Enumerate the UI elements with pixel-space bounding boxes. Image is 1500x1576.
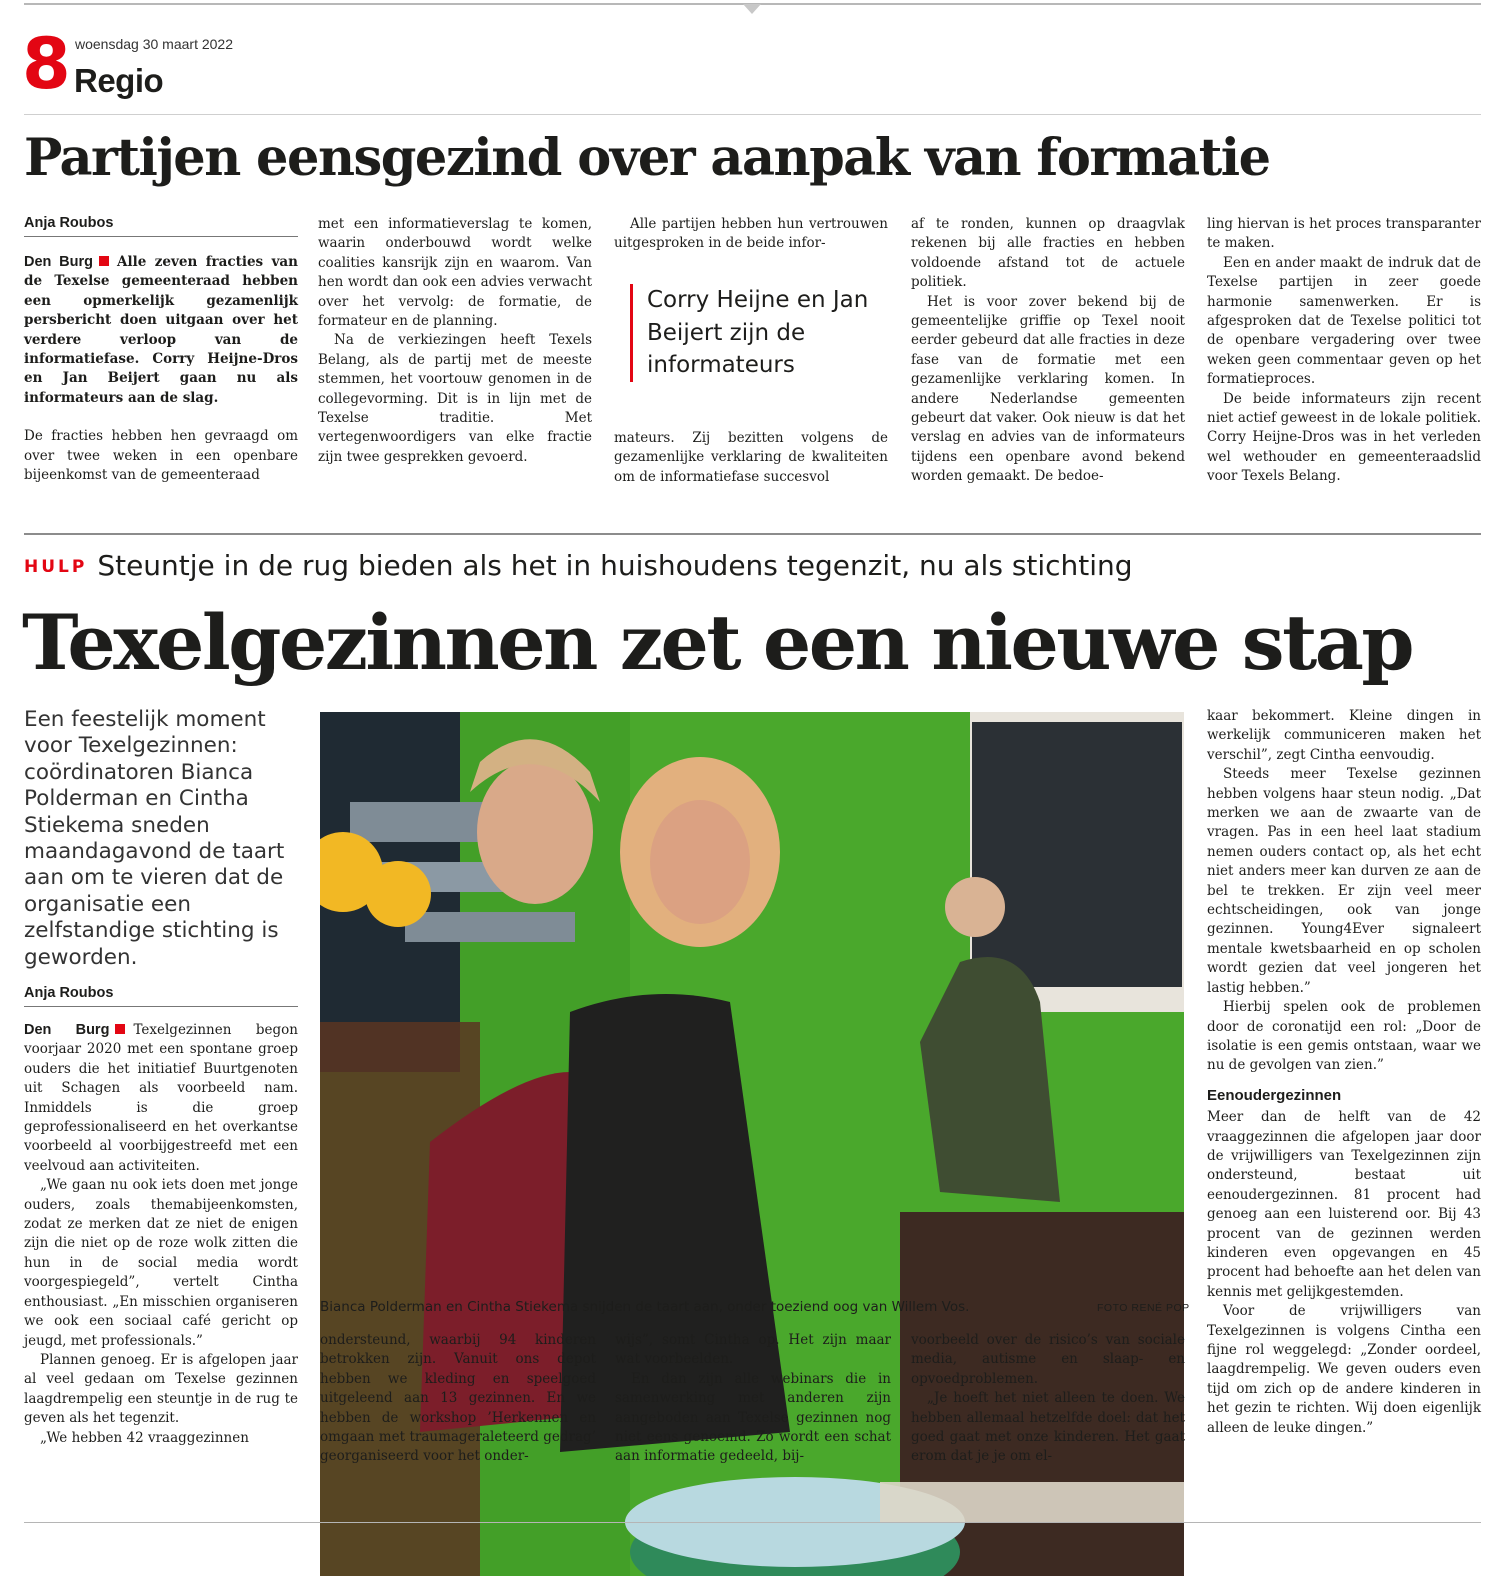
article2-column-1 [24,985,298,1448]
article1-lead: Alle zeven fracties van de Texelse gemeenteraad hebben een opmerkelijk gezamenlijk persbericht doen uitgaan over het verdere verloop van de informatiefase. Corry Heijne-Dros en Jan Beijert gaan nu als informateurs aan de slag. [24,254,298,406]
article2-col1-paragraph: Texelgezinnen begon voorjaar 2020 met een spontane groep ouders die het initiatief Buurtgenoten uit Schagen als voorbeeld nam. Inmiddels is die groep geprofessionaliseerd en het overkantse voorbeeld al voorbijgestreefd met een veelvoud aan activiteiten. [24,1022,299,1174]
section-title: Regio [74,62,164,99]
article1-byline: Anja Roubos [24,215,114,231]
article2-column-4 [911,1331,1185,1467]
article1-column-3-top [614,215,888,254]
kicker-tag: HULP [24,557,88,577]
article2-col4-paragraph: voorbeeld over de risico’s van sociale media, autisme en slaap- en opvoedproblemen. [911,1332,1185,1387]
photo-credit: FOTO RENÉ POP [1097,1302,1190,1314]
bottom-rule [24,1522,1481,1523]
byline-rule [24,1006,298,1007]
issue-date: woensdag 30 maart 2022 [75,36,233,52]
article2-col2-paragraph: ondersteund, waarbij 94 kinderen betrokken zijn. Vanuit ons depot hebben we kleding en speelgoed uitgeleend aan 13 gezinnen. En we hebben de workshop ’Herkennen en omgaan met traumageraleteerd gedrag’ georganiseerd voor het onder- [320,1332,596,1465]
article1-column-2 [318,215,592,467]
article1-col4-paragraph: Het is voor zover bekend bij de gemeentelijke griffie op Texel nooit eerder gebeurd dat alle fracties in deze fase van de formatie met een gezamenlijke verklaring komen. In andere Nederlandse gemeenten gebeurt dat vaker. Ook nieuw is dat het verslag en advies van de informateurs tijdens een openbare avond bekend worden gemaakt. De bedoe- [911,293,1185,485]
article2-col5-paragraph: Meer dan de helft van de 42 vraaggezinnen die afgelopen jaar door de vrijwilligers van Texelgezinnen zijn ondersteund, bestaat uit eenoudergezinnen. 81 procent had genoeg aan een luisterend oor. Bij 43 procent van de gezinnen werden kinderen even opgevangen en 45 procent had behoefte aan het delen van kennis met gelijkgestemden. [1207,1109,1481,1300]
article2-headline: Texelgezinnen zet een nieuwe stap [22,598,1413,687]
article2-col3-paragraph: En dan zijn alle webinars die in samenwerking met anderen zijn aangeboden aan Texelse gezinnen nog niet eens genoemd. Zo wordt een schat aan informatie gedeeld, bij- [615,1370,891,1465]
section-rule [24,114,1481,115]
article1-col2-paragraph: met een informatieverslag te komen, waarin onderbouwd wordt welke coalities kansrijk zijn en waarom. Van hen wordt dan ook een advies verwacht over het vervolg: de formatie, de formateur en de planning. [318,216,592,330]
article2-col5-paragraph: Hierbij spelen ook de problemen door de coronatijd een rol: „Door de isolatie is een gemis ontstaan, waar we nu de gevolgen van zien.” [1207,999,1481,1074]
article1-col1-text: De fracties hebben hen gevraagd om over twee weken in een openbare bijeenkomst van de gemeenteraad [24,428,298,484]
article2-col5-paragraph: Voor de vrijwilligers van Texelgezinnen is volgens Cintha een fijne rol weggelegd: „Zonder oordeel, laagdrempelig. We geven ouders even tijd om zich op de andere kinderen in het gezin te richten. Wij doen eigenlijk alleen de leuke dingen.” [1207,1303,1481,1436]
article1-column-3-bottom [614,429,888,487]
article2-col4-paragraph: „Je hoeft het niet alleen te doen. We hebben allemaal hetzelfde doel: dat het goed gaat met onze kinderen. Het gaat erom dat je je om el- [911,1390,1185,1465]
article1-column-5 [1207,215,1481,487]
page-number: 8 [22,23,69,105]
article1-column-1 [24,215,298,485]
article2-kicker [24,549,1133,582]
article2-column-2 [320,1331,596,1467]
article2-col5-paragraph: Steeds meer Texelse gezinnen hebben volgens haar steun nodig. „Dat merken we aan de zwaarte van de vragen. Pas in een heel laat stadium nemen ouders contact op, als het echt niet anders meer kan durven ze aan de bel te trekken. Er zijn veel meer echtscheidingen, ook van jonge gezinnen. Young4Ever signaleert mentale kwetsbaarheid en op scholen wordt gezien dat veel jongeren het lastig hebben.” [1207,766,1481,996]
emoji-balloon-icon [365,861,431,927]
article2-intro: Een feestelijk moment voor Texelgezinnen: coördinatoren Bianca Polderman en Cintha Stiekema sneden maandagavond de taart aan om te vieren dat de organisatie een zelfstandige stichting is geworden. [24,707,285,970]
article1-col4-paragraph: af te ronden, kunnen op draagvlak rekenen bij alle fracties en hebben voldoende afstand tot de actuele politiek. [911,216,1185,291]
article1-location: Den Burg [24,254,93,270]
article2-col1-paragraph: „We hebben 42 vraaggezinnen [40,1429,249,1446]
article2-location: Den Burg [24,1022,110,1038]
article1-col5-paragraph: De beide informateurs zijn recent niet actief geweest in de lokale politiek. Corry Heijne-Dros was in het verleden wel wethouder en gemeenteraadslid voor Texels Belang. [1207,390,1481,485]
byline-rule [24,236,298,237]
article2-col1-paragraph: Plannen genoeg. Er is afgelopen jaar al veel gedaan om Texelse gezinnen laagdrempelig een steuntje in de rug te geven als het tegenzit. [24,1351,298,1427]
article-divider [24,533,1481,535]
article1-headline: Partijen eensgezind over aanpak van formatie [24,128,1270,188]
article2-byline: Anja Roubos [24,985,114,1001]
location-marker-icon [99,256,109,266]
article1-col2-paragraph: Na de verkiezingen heeft Texels Belang, als de partij met de meeste stemmen, het voortouw genomen in de collegevorming. Dit is in lijn met de Texelse traditie. Met vertegenwoordigers van elke fractie zijn twee gesprekken gevoerd. [318,332,592,465]
article1-col3-paragraph: mateurs. Zij bezitten volgens de gezamenlijke verklaring de kwaliteiten om de informatiefase succesvol [614,430,888,485]
article1-col3-paragraph: Alle partijen hebben hun vertrouwen uitgesproken in de beide infor- [614,216,888,252]
article2-column-5 [1207,707,1481,1438]
location-marker-icon [115,1024,125,1034]
article2-col3-paragraph: wijs”, somt Cintha op. Het zijn maar wat voorbeelden. [615,1332,891,1368]
article1-column-4 [911,215,1185,487]
article2-column-3 [615,1331,891,1467]
article2-col1-paragraph: „We gaan nu ook iets doen met jonge ouders, zoals themabijeenkomsten, zodat ze merken dat ze niet de enigen zijn die niet op de roze wolk zitten die hun in de social media wordt voorgespiegeld”, vertelt Cintha enthousiast. „En misschien organiseren we ook een sociaal café gericht op jeugd, met professionals.” [24,1177,298,1349]
article1-col5-paragraph: Een en ander maakt de indruk dat de Texelse partijen in zeer goede harmonie samenwerken. Er is afgesproken dat de Texelse politici tot de openbare vergadering over twee weken geen commentaar geven op het formatieproces. [1207,254,1481,388]
pull-quote: Corry Heijne en Jan Beijert zijn de informateurs [630,284,897,382]
photo-window-blind [972,722,1182,987]
fold-marker [743,4,761,14]
kicker-subtitle: Steuntje in de rug bieden als het in huishoudens tegenzit, nu als stichting [97,549,1133,582]
article1-col5-paragraph: ling hiervan is het proces transparanter te maken. [1207,216,1481,252]
photo-caption: Bianca Polderman en Cintha Stiekema snijden de taart aan, onder toeziend oog van Willem Vos. [320,1299,970,1315]
article2-col5-paragraph: kaar bekommert. Kleine dingen in werkelijk communiceren maken het verschil”, zegt Cintha eenvoudig. [1207,708,1481,763]
article2-subheading: Eenoudergezinnen [1207,1086,1342,1104]
